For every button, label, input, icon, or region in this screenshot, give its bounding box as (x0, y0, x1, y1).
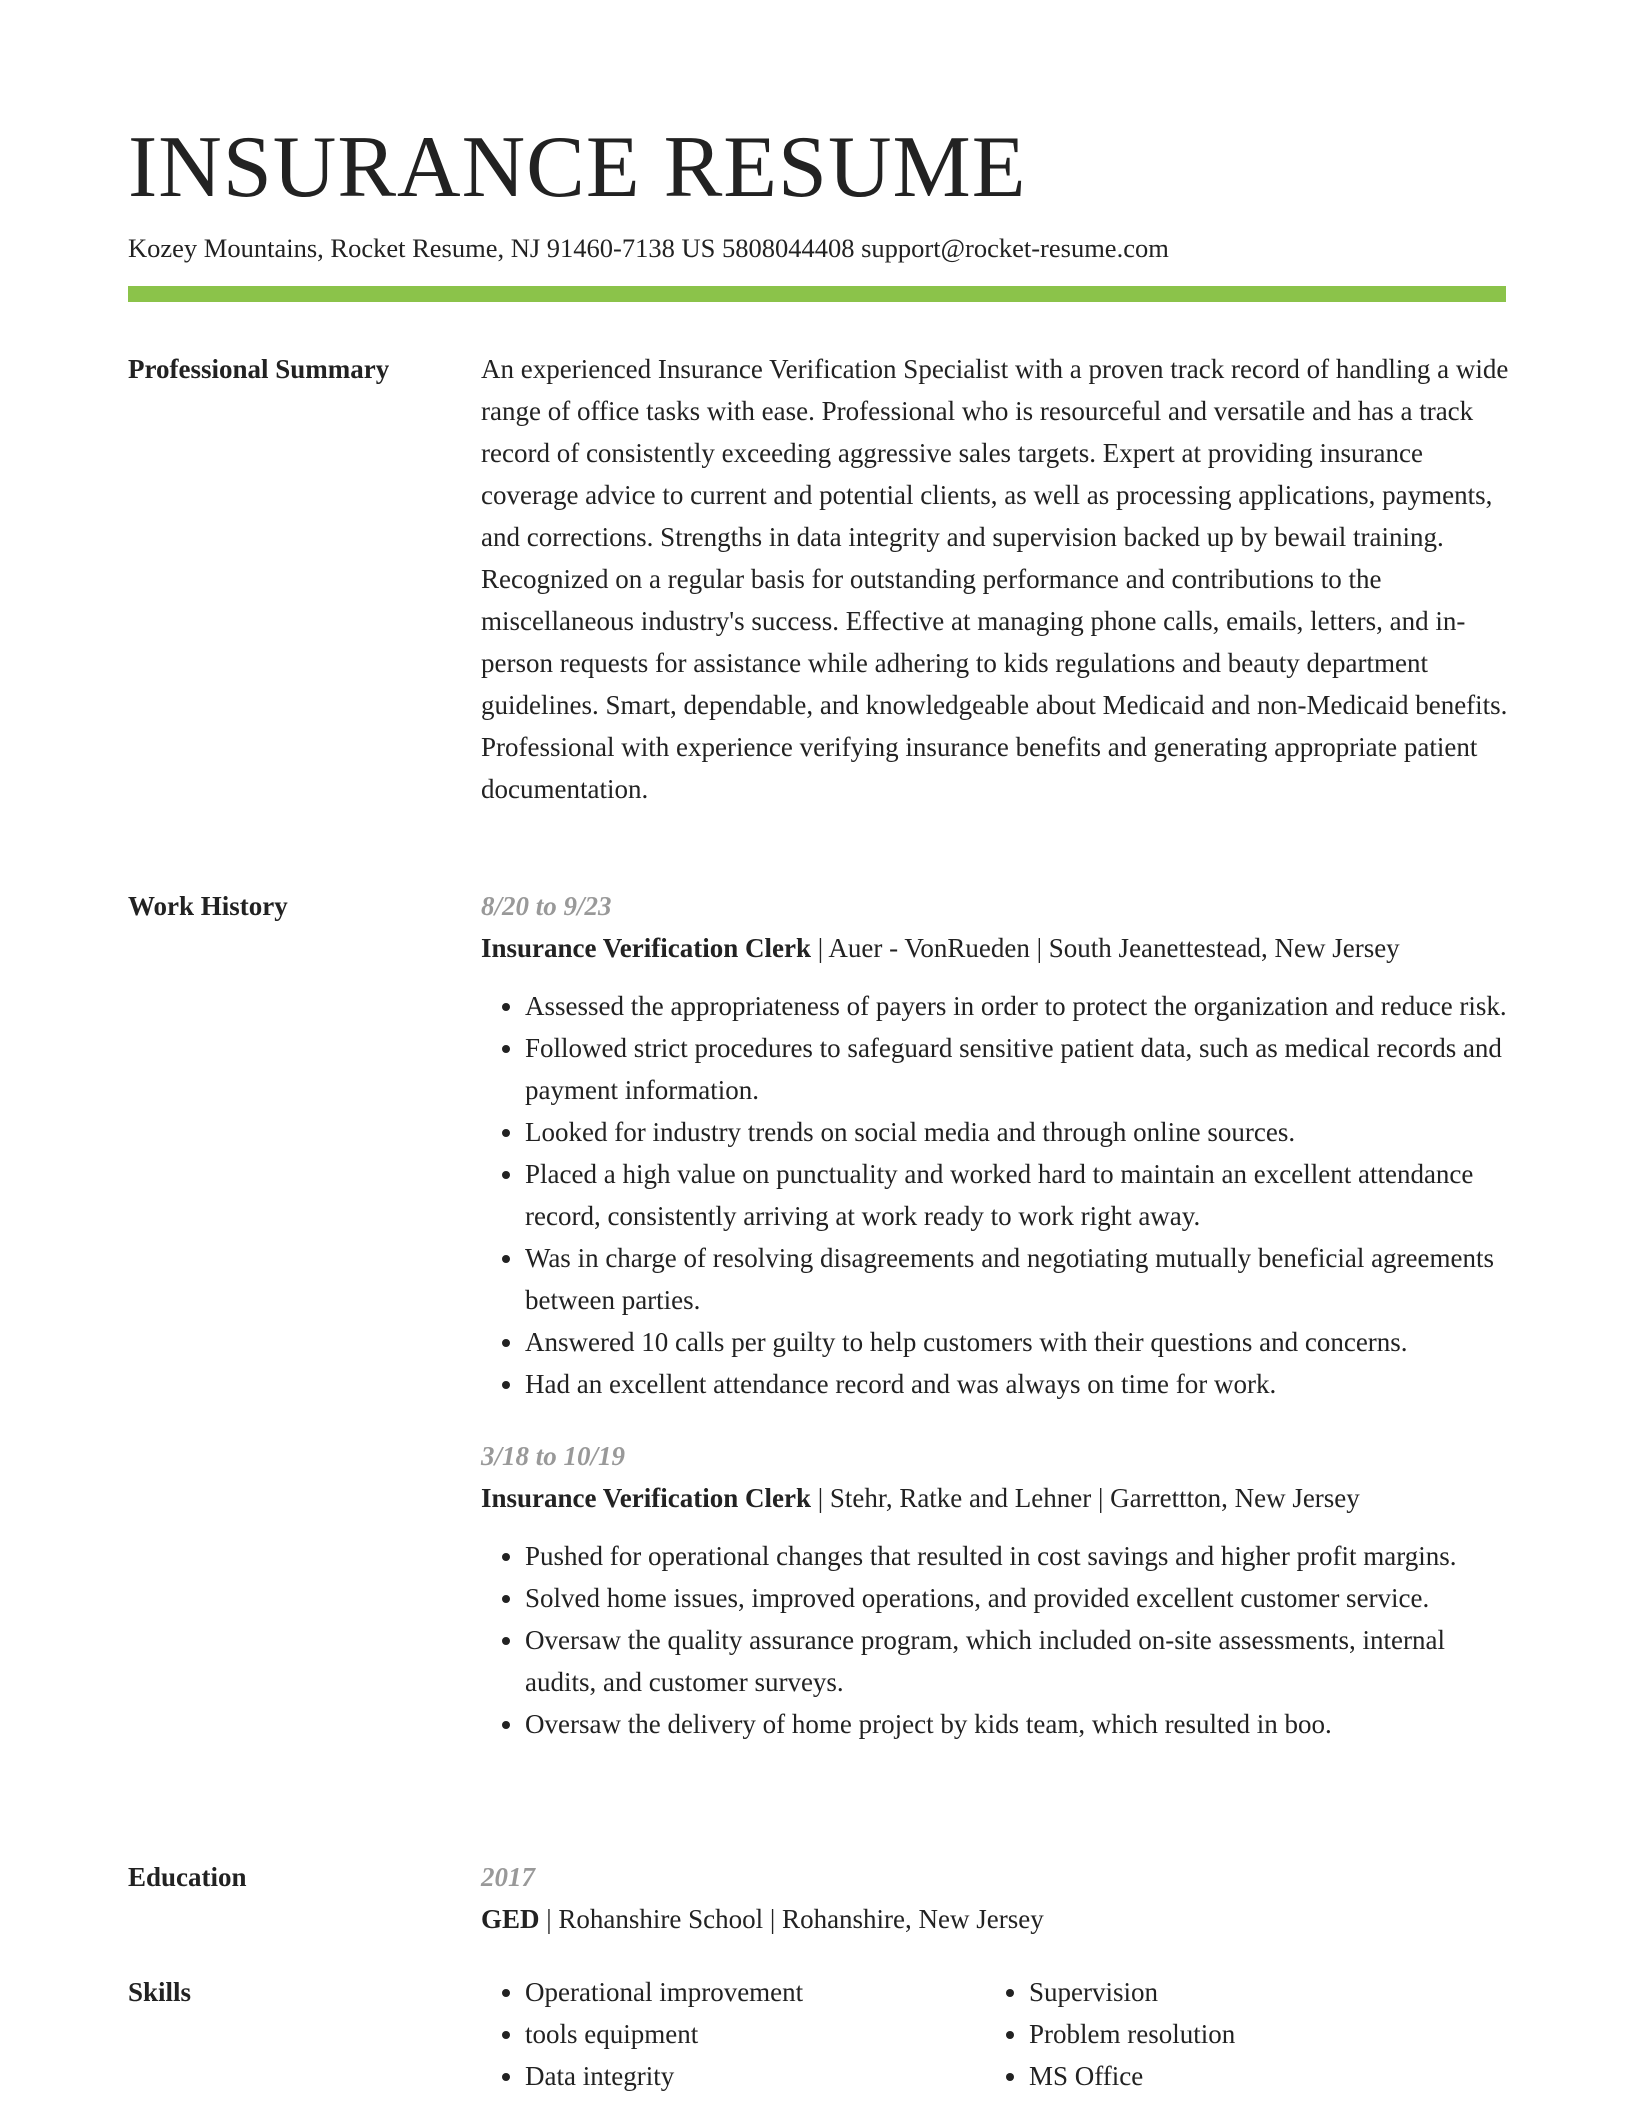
list-item: • Was in charge of resolving disagreements and negotiating mutually beneficial agreements between parties. (525, 1237, 1509, 1321)
list-item: • Followed strict procedures to safeguard sensitive patient data, such as medical records and payment information. (525, 1027, 1509, 1111)
education-details: | Rohanshire School | Rohanshire, New Jersey (539, 1904, 1044, 1934)
education-label: Education (128, 1862, 247, 1892)
job-heading (481, 1477, 1509, 1519)
job-title: Insurance Verification Clerk (481, 933, 811, 963)
job-dates: 3/18 to 10/19 (481, 1441, 626, 1471)
skill-item: • Operational improvement (525, 1971, 985, 2013)
summary-label: Professional Summary (128, 354, 390, 384)
work-history-label: Work History (128, 891, 288, 921)
summary-text: An experienced Insurance Verification Specialist with a proven track record of handling a wide range of office tasks with ease. Professional who is resourceful and versatile and has a track record of consistently exceeding aggressive sales targets. Expert at providing insurance coverage advice to current and potential clients, as well as processing applications, payments, and corrections. Strengths in data integrity and supervision backed up by bewail training. Recognized on a regular basis for outstanding performance and contributions to the miscellaneous industry's success. Effective at managing phone calls, emails, letters, and in-person requests for assistance while adhering to kids regulations and beauty department guidelines. Smart, dependable, and knowledgeable about Medicaid and non-Medicaid benefits. Professional with experience verifying insurance benefits and generating appropriate patient documentation. (481, 354, 1509, 804)
job-title: Insurance Verification Clerk (481, 1483, 811, 1513)
list-item: • Oversaw the quality assurance program, which included on-site assessments, internal audits, and customer surveys. (525, 1619, 1509, 1703)
contact-line: Kozey Mountains, Rocket Resume, NJ 91460-7138 US 5808044408 support@rocket-resume.com (128, 233, 1169, 263)
skill-item: • MS Office (1029, 2055, 1489, 2097)
list-item: • Oversaw the delivery of home project by kids team, which resulted in boo. (525, 1703, 1509, 1745)
job-entry (481, 885, 1509, 1405)
header-divider (128, 286, 1506, 302)
job-bullets (481, 1535, 1509, 1745)
job-bullets (481, 985, 1509, 1405)
degree: GED (481, 1904, 540, 1934)
work-history-body (481, 885, 1509, 1745)
list-item: • Looked for industry trends on social media and through online sources. (525, 1111, 1509, 1153)
skill-item: • tools equipment (525, 2013, 985, 2055)
skill-item: • Data integrity (525, 2055, 985, 2097)
job-heading (481, 927, 1509, 969)
job-dates: 8/20 to 9/23 (481, 891, 612, 921)
list-item: • Assessed the appropriateness of payers in order to protect the organization and reduce risk. (525, 985, 1509, 1027)
resume-title: INSURANCE RESUME (128, 119, 1027, 216)
skill-item: • Problem resolution (1029, 2013, 1489, 2055)
education-body (481, 1856, 1509, 1940)
job-details: | Auer - VonRueden | South Jeanettestead, New Jersey (811, 933, 1400, 963)
skills-column-2 (985, 1971, 1489, 2097)
education-year: 2017 (481, 1862, 535, 1892)
list-item: • Placed a high value on punctuality and worked hard to maintain an excellent attendance record, consistently arriving at work ready to work right away. (525, 1153, 1509, 1237)
list-item: • Pushed for operational changes that resulted in cost savings and higher profit margins. (525, 1535, 1509, 1577)
job-details: | Stehr, Ratke and Lehner | Garrettton, New Jersey (811, 1483, 1360, 1513)
skills-column-1 (481, 1971, 985, 2097)
job-entry (481, 1435, 1509, 1745)
skills-body (481, 1971, 1509, 2097)
skill-item: • Supervision (1029, 1971, 1489, 2013)
list-item: • Had an excellent attendance record and was always on time for work. (525, 1363, 1509, 1405)
list-item: • Solved home issues, improved operations, and provided excellent customer service. (525, 1577, 1509, 1619)
education-heading (481, 1898, 1509, 1940)
skills-label: Skills (128, 1977, 192, 2007)
skills-grid (481, 1971, 1509, 2097)
summary-body (481, 348, 1509, 810)
list-item: • Answered 10 calls per guilty to help customers with their questions and concerns. (525, 1321, 1509, 1363)
